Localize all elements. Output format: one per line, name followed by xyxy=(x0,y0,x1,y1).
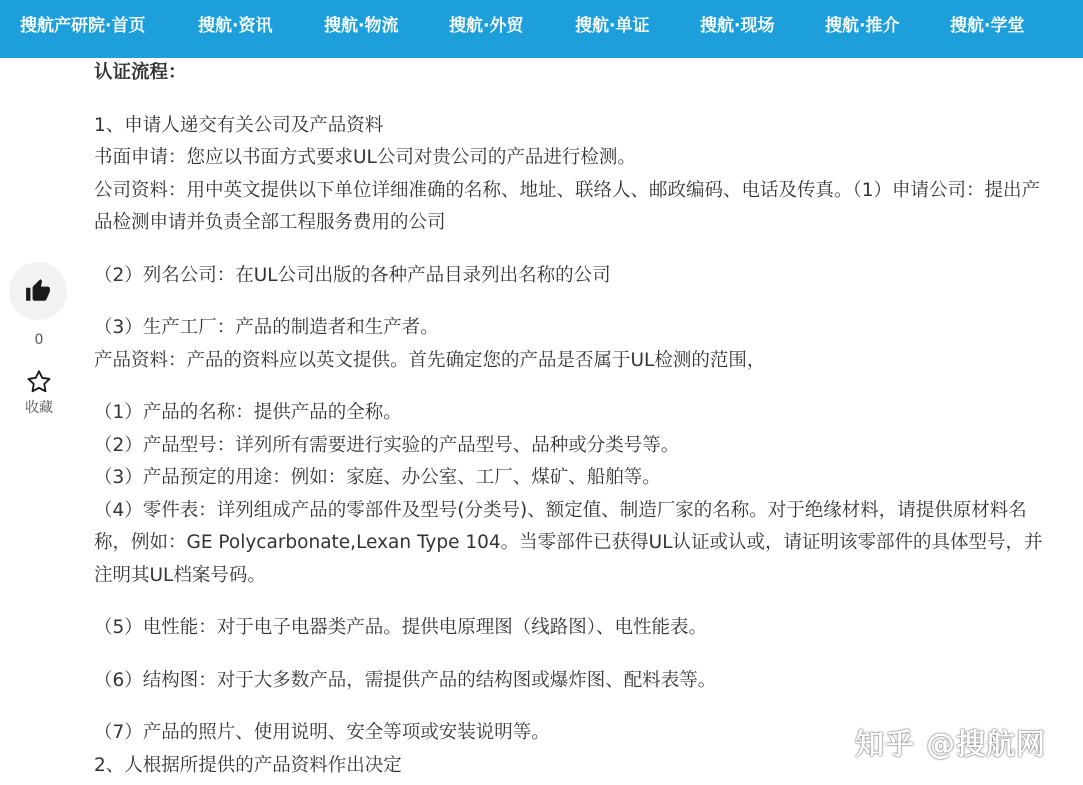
star-outline-icon xyxy=(25,368,53,396)
section-heading: 认证流程： xyxy=(94,62,187,83)
article-body xyxy=(94,57,1047,782)
nav-item-onsite[interactable]: 搜航·现场 xyxy=(700,16,775,36)
paragraph: （2）产品型号：详列所有需要进行实验的产品型号、品种或分类号等。 xyxy=(94,434,680,456)
nav-item-home[interactable]: 搜航产研院·首页 xyxy=(20,16,146,36)
nav-item-news[interactable]: 搜航·资讯 xyxy=(198,16,273,36)
paragraph: 2、人根据所提供的产品资料作出决定 xyxy=(94,754,402,776)
article-action-sidebar xyxy=(8,262,70,418)
favorite-label: 收藏 xyxy=(25,400,53,416)
top-navigation-bar xyxy=(0,0,1083,58)
nav-item-promotion[interactable]: 搜航·推介 xyxy=(825,16,900,36)
paragraph: （3）产品预定的用途：例如：家庭、办公室、工厂、煤矿、船舶等。 xyxy=(94,467,661,488)
nav-item-foreign-trade[interactable]: 搜航·外贸 xyxy=(449,16,524,36)
nav-item-logistics[interactable]: 搜航·物流 xyxy=(324,16,399,36)
paragraph: 产品资料：产品的资料应以英文提供。首先确定您的产品是否属于UL检测的范围， xyxy=(94,349,766,371)
thumbs-up-icon xyxy=(25,278,51,304)
nav-item-academy[interactable]: 搜航·学堂 xyxy=(950,16,1025,36)
like-button[interactable] xyxy=(9,262,67,320)
paragraph: （6）结构图：对于大多数产品，需提供产品的结构图或爆炸图、配料表等。 xyxy=(94,669,717,691)
paragraph: （4）零件表：详列组成产品的零部件及型号(分类号)、额定值、制造厂家的名称。对于绝缘材料，请提供原材料名称，例如：GE Polycarbonate,Lexan Type 104。当零部件已获得UL认证或认或，请证明该零部件的具体型号，并注明其UL档案号码。 xyxy=(94,499,1043,586)
paragraph: 书面申请：您应以书面方式要求UL公司对贵公司的产品进行检测。 xyxy=(94,147,636,168)
paragraph: （7）产品的照片、使用说明、安全等项或安装说明等。 xyxy=(94,722,550,743)
paragraph: （3）生产工厂：产品的制造者和生产者。 xyxy=(94,317,439,338)
paragraph: （1）产品的名称：提供产品的全称。 xyxy=(94,402,402,423)
zhihu-watermark: 知乎 @搜航网 xyxy=(855,727,1047,761)
paragraph: 1、申请人递交有关公司及产品资料 xyxy=(94,114,384,136)
favorite-button[interactable] xyxy=(8,368,70,418)
nav-item-documents[interactable]: 搜航·单证 xyxy=(575,16,650,36)
paragraph: （2）列名公司：在UL公司出版的各种产品目录列出名称的公司 xyxy=(94,264,611,286)
paragraph: 公司资料：用中英文提供以下单位详细准确的名称、地址、联络人、邮政编码、电话及传真。（1）申请公司：提出产品检测申请并负责全部工程服务费用的公司 xyxy=(94,179,1041,233)
like-count: 0 xyxy=(34,332,44,348)
paragraph: （5）电性能：对于电子电器类产品。提供电原理图（线路图）、电性能表。 xyxy=(94,617,708,638)
